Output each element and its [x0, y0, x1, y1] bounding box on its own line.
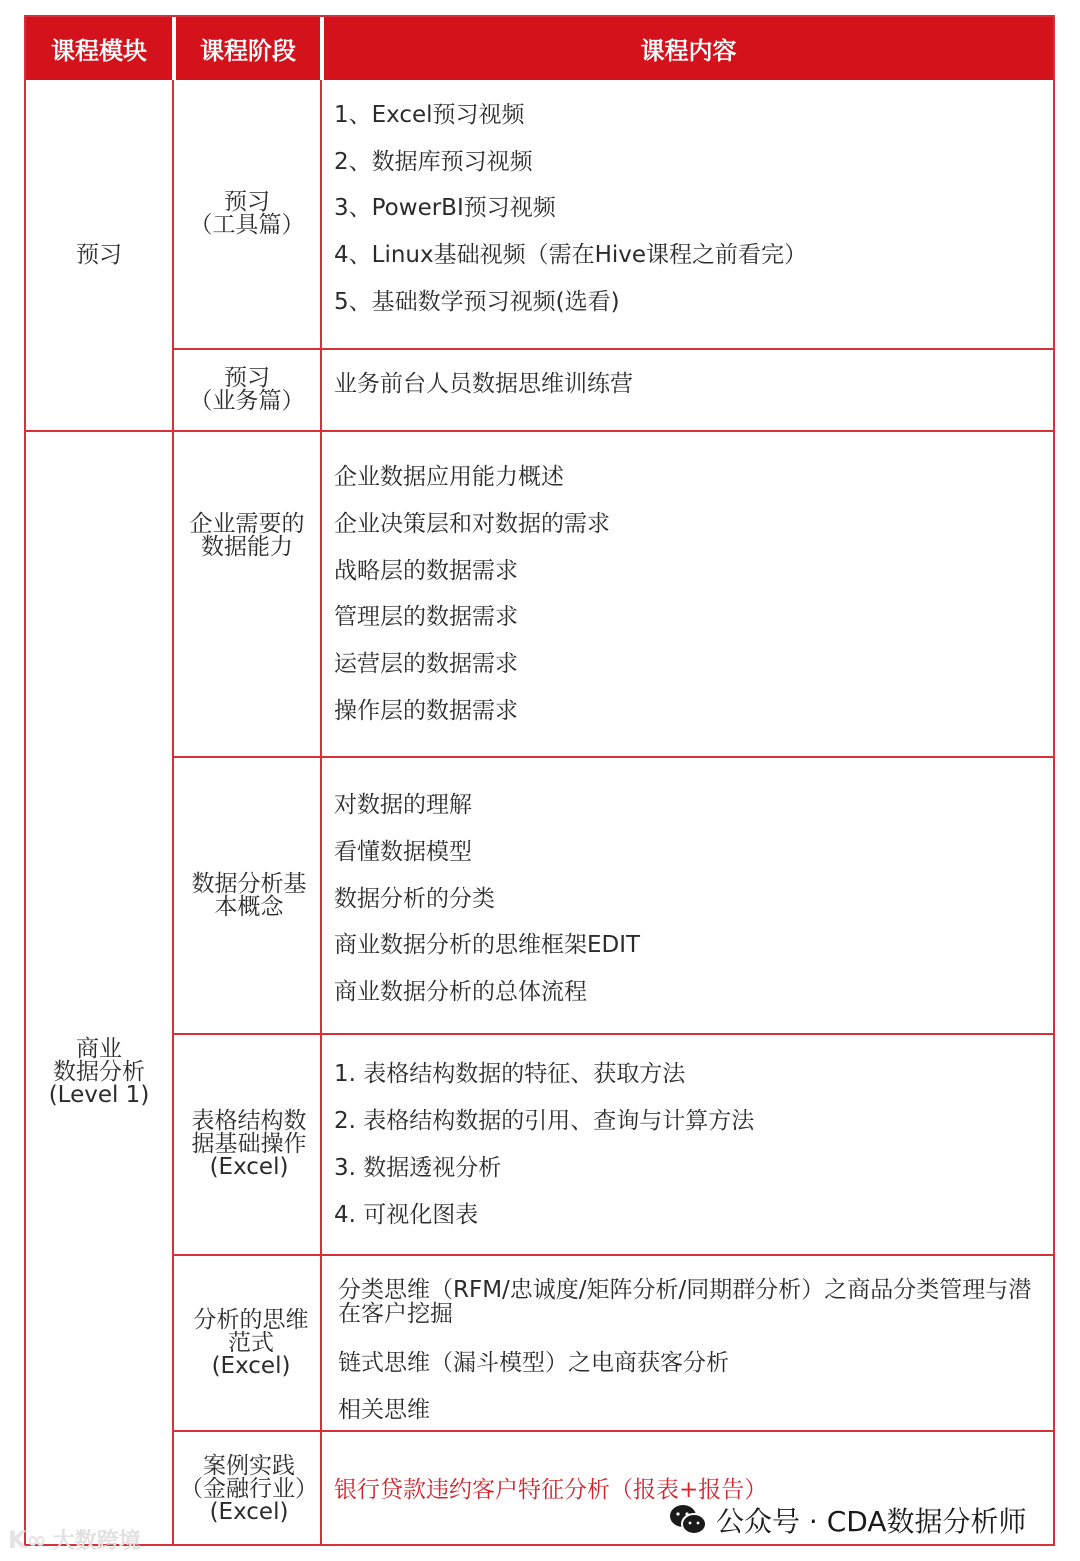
content-item: 相关思维 [338, 1397, 430, 1423]
stage-name-line: 预习 [224, 365, 270, 391]
content-item: 1、Excel预习视频 [334, 102, 525, 128]
content-item: 2. 表格结构数据的引用、查询与计算方法 [334, 1108, 755, 1134]
stage-tools [174, 80, 320, 348]
content-item: 商业数据分析的总体流程 [334, 979, 587, 1005]
stage-name-line: 表格结构数 [191, 1108, 307, 1134]
module-name: 预习 [76, 241, 122, 268]
stage-name-line: 据基础操作 [191, 1131, 307, 1157]
stage-name-line: （金融行业） [180, 1475, 318, 1502]
stage-name-line: (Excel) [209, 1498, 289, 1525]
watermark-right [668, 1500, 1026, 1540]
header-stage [176, 17, 320, 80]
content-item: 链式思维（漏斗模型）之电商获客分析 [338, 1350, 729, 1376]
wechat-icon [668, 1503, 708, 1537]
header-content [324, 17, 1053, 80]
stage-name-line: 数据能力 [201, 534, 293, 560]
stage-enterprise-data-ability [174, 432, 320, 640]
content-item: 4、Linux基础视频（需在Hive课程之前看完） [334, 242, 808, 268]
header-content-label: 课程内容 [640, 37, 737, 65]
module-business-analysis [26, 1032, 172, 1112]
stage-name-line: 案例实践 [203, 1452, 295, 1479]
content-item: 管理层的数据需求 [334, 604, 518, 630]
content-item: 企业数据应用能力概述 [334, 464, 564, 490]
content-item: 商业数据分析的思维框架EDIT [334, 932, 641, 958]
content-item: 数据分析的分类 [334, 886, 495, 912]
module-preview [26, 80, 172, 430]
header-module-label: 课程模块 [51, 37, 147, 65]
stage-name-line: 范式 [228, 1329, 274, 1356]
header-stage-label: 课程阶段 [200, 37, 296, 65]
stage-table-operations [174, 1035, 324, 1254]
content-item: 4. 可视化图表 [334, 1202, 479, 1228]
stage-name-line: 分析的思维 [193, 1306, 309, 1333]
watermark-left [8, 1524, 141, 1555]
stage-business [174, 350, 320, 430]
module-name-line: 商业 [76, 1035, 122, 1062]
stage-basic-concepts [174, 758, 324, 1033]
stage-thinking-paradigm [174, 1256, 328, 1430]
content-item: 业务前台人员数据思维训练营 [334, 371, 633, 397]
stage-name-line: (Excel) [209, 1154, 289, 1180]
stage-name-line: （业务篇） [189, 388, 305, 414]
content-item: 战略层的数据需求 [334, 558, 518, 584]
content-item: 看懂数据模型 [334, 839, 472, 865]
content-item: 企业决策层和对数据的需求 [334, 511, 610, 537]
content-item-highlight: 银行贷款违约客户特征分析（报表+报告） [334, 1477, 768, 1503]
content-item: 3、PowerBI预习视频 [334, 195, 556, 221]
content-item: 1. 表格结构数据的特征、获取方法 [334, 1061, 686, 1087]
content-item: 5、基础数学预习视频(选看) [334, 289, 620, 315]
content-item: 对数据的理解 [334, 792, 472, 818]
content-item: 2、数据库预习视频 [334, 149, 533, 175]
stage-name-line: （工具篇） [189, 212, 305, 238]
stage-name-line: (Excel) [211, 1352, 291, 1379]
stage-name-line: 预习 [224, 189, 270, 215]
course-table [24, 15, 1055, 1546]
logo-icon: K∞ [8, 1525, 47, 1554]
module-name-line: 数据分析 [53, 1058, 145, 1085]
watermark-right-text: 公众号 · CDA数据分析师 [716, 1505, 1027, 1538]
content-item: 操作层的数据需求 [334, 698, 518, 724]
watermark-left-text: 大数跨境 [52, 1529, 141, 1554]
stage-case-practice [174, 1432, 324, 1546]
content-item: 分类思维（RFM/忠诚度/矩阵分析/同期群分析）之商品分类管理与潜在客户挖掘 [338, 1277, 1032, 1327]
module-name-line: (Level 1) [48, 1081, 150, 1108]
header-module [26, 17, 172, 80]
content-item: 运营层的数据需求 [334, 651, 518, 677]
content-item: 3. 数据透视分析 [334, 1155, 502, 1181]
stage-name-line: 企业需要的 [189, 511, 305, 537]
stage-name-line: 数据分析基 [191, 870, 307, 897]
stage-name-line: 本概念 [214, 893, 284, 920]
